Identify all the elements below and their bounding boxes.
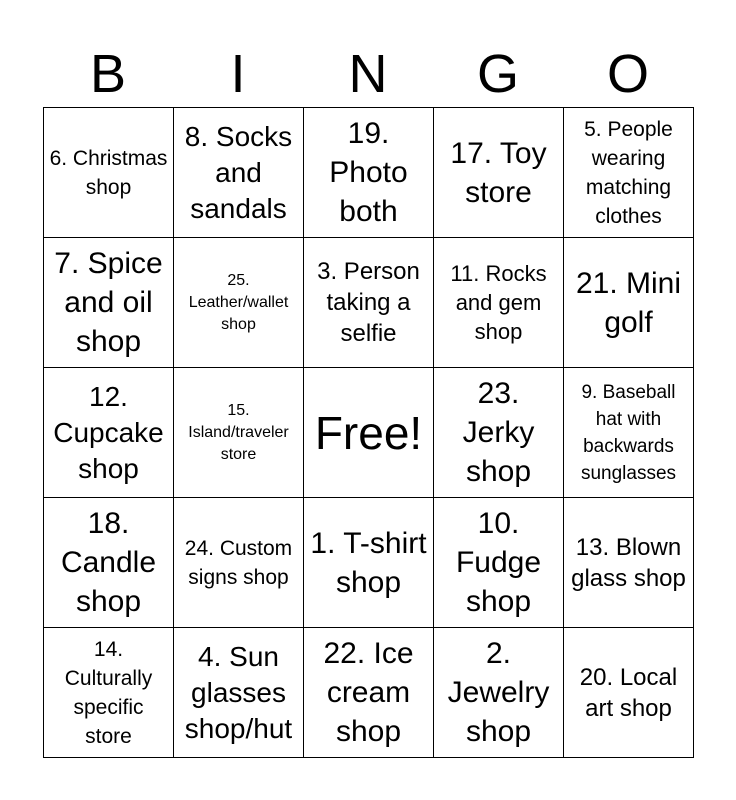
- cell-label: Free!: [314, 406, 423, 459]
- bingo-cell: [44, 628, 174, 758]
- cell-label: 4. Sun glasses shop/hut: [184, 640, 293, 744]
- bingo-cell: [564, 498, 694, 628]
- bingo-cell: [434, 238, 564, 368]
- grid-row: [44, 498, 694, 628]
- cell-label: 7. Spice and oil shop: [54, 247, 163, 358]
- bingo-cell: [434, 628, 564, 758]
- bingo-grid: [43, 107, 694, 758]
- bingo-cell: [434, 498, 564, 628]
- bingo-cell: [564, 108, 694, 238]
- grid-row: [44, 108, 694, 238]
- header-letter-o: O: [606, 44, 649, 104]
- bingo-cell: [564, 628, 694, 758]
- bingo-cell: [174, 368, 304, 498]
- cell-label: 10. Fudge shop: [455, 507, 542, 618]
- cell-label: 22. Ice cream shop: [323, 637, 414, 748]
- cell-label: 25. Leather/wallet shop: [188, 271, 289, 333]
- bingo-cell: [434, 108, 564, 238]
- cell-label: 11. Rocks and gem shop: [450, 261, 547, 344]
- bingo-cell: [174, 628, 304, 758]
- bingo-cell: [174, 108, 304, 238]
- bingo-cell: [434, 368, 564, 498]
- bingo-cell: [44, 108, 174, 238]
- bingo-header: [43, 42, 693, 106]
- cell-label: 14. Culturally specific store: [64, 637, 153, 748]
- cell-label: 23. Jerky shop: [462, 377, 535, 488]
- cell-label: 20. Local art shop: [579, 663, 678, 722]
- header-letter-n: N: [348, 44, 388, 104]
- cell-label: 24. Custom signs shop: [184, 536, 293, 589]
- bingo-cell: [304, 108, 434, 238]
- cell-label: 12. Cupcake shop: [53, 380, 164, 484]
- cell-label: 17. Toy store: [450, 136, 547, 209]
- grid-row: [44, 628, 694, 758]
- bingo-cell: [44, 498, 174, 628]
- bingo-cell: [564, 238, 694, 368]
- header-letter-b: B: [89, 44, 127, 104]
- cell-label: 21. Mini golf: [575, 266, 682, 339]
- cell-label: 5. People wearing matching clothes: [584, 117, 673, 228]
- bingo-cell: [304, 238, 434, 368]
- bingo-cell: [44, 238, 174, 368]
- cell-label: 1. T-shirt shop: [310, 526, 427, 599]
- cell-label: 8. Socks and sandals: [184, 120, 293, 224]
- bingo-cell: [304, 498, 434, 628]
- bingo-cell: [174, 498, 304, 628]
- free-space: [304, 368, 434, 498]
- cell-label: 15. Island/traveler store: [188, 401, 289, 463]
- cell-label: 6. Christmas shop: [49, 146, 168, 199]
- bingo-cell: [44, 368, 174, 498]
- cell-label: 2. Jewelry shop: [447, 637, 550, 748]
- cell-label: 19. Photo both: [329, 117, 408, 228]
- header-letter-g: G: [476, 44, 519, 104]
- header-letter-i: I: [230, 44, 246, 104]
- cell-label: 13. Blown glass shop: [571, 533, 686, 592]
- cell-label: 3. Person taking a selfie: [317, 258, 420, 347]
- cell-label: 9. Baseball hat with backwards sunglasses: [580, 381, 677, 484]
- grid-row: [44, 368, 694, 498]
- bingo-cell: [564, 368, 694, 498]
- cell-label: 18. Candle shop: [60, 507, 157, 618]
- bingo-cell: [304, 628, 434, 758]
- bingo-cell: [174, 238, 304, 368]
- grid-row: [44, 238, 694, 368]
